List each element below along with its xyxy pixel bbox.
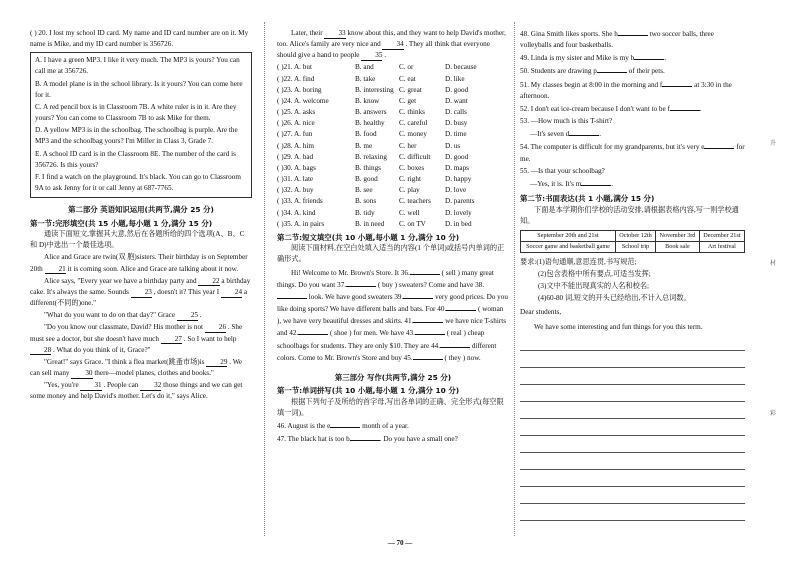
table-cell: Soccer game and basketball game — [521, 241, 616, 252]
choice-number-a: ( )23. A. boring — [277, 85, 322, 94]
requirement: (2)包含表格中所有要点,可适当发挥; — [538, 270, 651, 279]
choice-number-a: ( )27. A. fun — [277, 130, 313, 139]
choice-row — [277, 62, 509, 73]
choice-option: D. good — [445, 85, 469, 94]
choice-option: B. food — [355, 130, 377, 139]
column-divider — [514, 22, 515, 536]
answer-blank[interactable] — [581, 178, 611, 186]
choice-number-a: ( )34. A. kind — [277, 208, 316, 217]
spelling-question: 52. I don't eat ice-cream because I don't want to be f . — [520, 104, 702, 113]
choice-option: B. healthy — [355, 119, 385, 128]
choice-option: C. eat — [399, 74, 416, 83]
choice-number-a: ( )31. A. late — [277, 175, 314, 184]
option-a: A. I have a green MP3. I like it very much. The MP3 is yours? You can call me at 356726. — [35, 56, 240, 76]
choice-option: B. take — [355, 74, 376, 83]
choice-number-a: ( )30. A. bags — [277, 163, 316, 172]
choice-option: D. calls — [445, 108, 467, 117]
choice-option: C. well — [399, 208, 420, 217]
table-cell: School trip — [615, 241, 655, 252]
answer-blank[interactable] — [346, 279, 376, 287]
passage-paragraph: Alice and Grace are twin(双 胞)sisters. Their birthday is on September 20th 21 it is coming soon. Alice and Grace are talking about it now. — [30, 253, 248, 273]
choice-option: C. thinks — [399, 108, 425, 117]
passage-text: we have nice T-shirts and — [277, 317, 507, 338]
choice-option: D. because — [445, 63, 477, 72]
answer-blank[interactable] — [618, 28, 648, 36]
choice-number-a: ( )29. A. bad — [277, 152, 314, 161]
passage-paragraph: "Yes, you're 31 . People can 32 those things and we can get some money and help David's mother. Let's do it," says Alice. — [30, 381, 243, 401]
fill-in-passage — [277, 267, 509, 364]
middle-column — [277, 28, 509, 446]
choice-option: C. great — [399, 85, 422, 94]
choice-option: B. good — [355, 175, 378, 184]
passage-paragraph: "Great!" says Grace. "I think a flea market(跳蚤市场)is 29 . We can sell many 30 there—model planes, clothes and books." — [30, 357, 243, 377]
choice-option: C. teachers — [399, 197, 431, 206]
answer-blank[interactable] — [413, 315, 443, 323]
table-cell: Art festival — [699, 241, 744, 252]
spelling-question: 54. The computer is difficult for my grandparents, but it's very e for me. — [520, 143, 745, 163]
choice-number-a: ( )21. A. but — [277, 63, 312, 72]
answer-blank[interactable] — [277, 291, 307, 299]
choice-option: C. her — [399, 141, 417, 150]
question-47: 47. The black hat is too b . Do you have a small one? — [277, 435, 458, 444]
choice-option: C. get — [399, 96, 417, 105]
blank-number: 39. — [394, 292, 404, 301]
question-20: ( ) 20. I lost my school ID card. My name and ID card number are on it. My name is Mike, and my ID card number is 356726. — [30, 29, 249, 49]
section1-title: 第一节:完形填空(共 15 小题,每小题 1 分,满分 15 分) — [30, 218, 213, 228]
spelling-question: —Yes, it is. It's m . — [530, 179, 614, 188]
choice-row — [277, 219, 509, 230]
answer-blank[interactable] — [569, 128, 599, 136]
choice-option: C. careful — [399, 119, 428, 128]
blank-number: 42. — [289, 329, 299, 338]
table-header-cell: November 3rd — [656, 230, 700, 241]
answer-blank[interactable] — [662, 79, 692, 87]
blank-number: 45. — [403, 353, 413, 362]
section3-title: 第一节:单词拼写(共 10 小题,每小题 1 分,满分 10 分) — [277, 386, 460, 396]
passage-text: ( real ) cheap schoolbags for students. They are only $10. They are — [277, 329, 485, 350]
choice-row — [277, 163, 509, 174]
choice-option: B. answers — [355, 108, 387, 117]
left-column — [30, 28, 252, 403]
choice-option: B. sons — [355, 197, 377, 206]
choice-option: D. in bed — [445, 219, 472, 228]
choice-number-a: ( )28. A. him — [277, 141, 314, 150]
passage-text: very good prices. Do you like doing sports? We have different balls and bats. For — [277, 292, 508, 314]
choice-row — [277, 196, 509, 207]
table-header-row — [521, 230, 745, 241]
section4-title: 第二节:书面表达(共 1 小题,满分 15 分) — [520, 194, 655, 204]
table-header-cell: October 12th — [615, 230, 655, 241]
choice-row — [277, 96, 509, 107]
choice-option: B. in need — [355, 219, 385, 228]
question-46: 46. August is the e month of a year. — [277, 422, 409, 431]
choice-option: D. parents — [445, 197, 475, 206]
choice-option: C. play — [399, 186, 420, 195]
table-row — [521, 241, 745, 252]
spelling-question: —It's seven d . — [530, 130, 602, 139]
answer-blank[interactable] — [446, 303, 476, 311]
choice-option: D. want — [445, 96, 468, 105]
salutation: Dear students, — [520, 307, 562, 316]
choice-option: D. time — [445, 130, 467, 139]
choice-number-a: ( )22. A. find — [277, 74, 315, 83]
margin-mark: 村 — [770, 261, 777, 267]
requirement: (4)60-80 词,短文的开头已经给出,不计入总词数。 — [538, 294, 691, 303]
page-number: — 70 — — [387, 539, 413, 548]
table-header-cell: September 20th and 21st — [521, 230, 616, 241]
requirements-title: 要求:(1)语句通顺,意思连贯,书写规范; — [520, 257, 637, 266]
choice-number-a: ( )32. A. buy — [277, 186, 314, 195]
passage-text: ( sell ) many great things. Do you want — [277, 268, 494, 289]
choice-row — [277, 141, 509, 152]
spelling-question: 49. Linda is my sister and Mike is my b . — [520, 54, 666, 63]
choice-number-a: ( )26. A. nice — [277, 119, 315, 128]
choice-option: C. money — [399, 130, 427, 139]
section1-instructions: 通读下面短文,掌握其大意,然后在各题所给的四个选项(A、B、C 和 D)中选出一个最佳选项。 — [30, 230, 245, 250]
opening-sentence: We have some interesting and fun things for you this term. — [534, 322, 703, 331]
option-c: C. A red pencil box is in Classroom 7B. A white ruler is in it. Are they yours? You can come to Classroom 7B to ask Mike for them. — [35, 102, 237, 123]
answer-blank[interactable] — [410, 267, 440, 275]
passage-text: ( buy ) sweaters? Come and have — [376, 280, 476, 289]
choice-row — [277, 74, 509, 85]
choice-option: B. see — [355, 186, 373, 195]
choice-option: B. tidy — [355, 208, 375, 217]
blank-number: 43. — [405, 329, 415, 338]
choice-list — [277, 62, 509, 229]
spelling-question: 53. —How much is this T-shirt? — [520, 117, 613, 126]
choice-option: B. know — [355, 96, 380, 105]
passage-paragraph: "Do you know our classmate, David? His mother is not 26 . She must see a doctor, but she doesn't have much 27 . So I want to help 28 . What do you think of it, Grace?" — [30, 323, 243, 354]
choice-option: B. interesting — [355, 85, 394, 94]
passage-paragraph: "What do you want to do on that day?" Grace 25 . — [44, 311, 202, 320]
choice-option: D. lovely — [445, 208, 472, 217]
writing-lines[interactable] — [520, 334, 745, 521]
answer-blank[interactable] — [413, 352, 443, 360]
passage-text: ( shoe ) for men. We have — [328, 329, 406, 338]
answer-blank[interactable] — [704, 141, 734, 149]
choice-option: D. like — [445, 74, 465, 83]
table-cell: Book sale — [656, 241, 700, 252]
choice-row — [277, 152, 509, 163]
blank-number: 44. — [431, 341, 441, 350]
choice-option: D. happy — [445, 175, 472, 184]
option-d: D. A yellow MP3 is in the schoolbag. The schoolbag is purple. Are the MP3 and the schoolbag yours? I'm Miller in Class 3, Grade 7. — [35, 126, 238, 146]
choice-row — [277, 174, 509, 185]
choice-option: C. on TV — [399, 219, 426, 228]
choice-number-a: ( )24. A. welcome — [277, 96, 329, 105]
choice-option: C. right — [399, 175, 421, 184]
choice-option: B. and — [355, 63, 374, 72]
part2-title: 第二部分 英语知识运用(共两节,满分 25 分) — [68, 205, 214, 215]
answer-blank[interactable] — [415, 327, 445, 335]
column-divider — [264, 22, 265, 536]
part3-title: 第三部分 写作(共两节,满分 25 分) — [334, 372, 452, 382]
choice-option: D. good — [445, 152, 469, 161]
choice-row — [277, 118, 509, 129]
choice-option: C. boxes — [399, 163, 425, 172]
choice-option: D. maps — [445, 163, 469, 172]
section4-instructions: 下面是本学期你们学校的活动安排,请根据表格内容,写一则学校通知。 — [520, 205, 739, 225]
answer-blank[interactable] — [403, 291, 433, 299]
choice-row — [277, 185, 509, 196]
section3-instructions: 根据下列句子及所给的首字母,写出各单词的正确、完全形式(每空限填一词)。 — [277, 397, 504, 417]
choice-option: D. us — [445, 141, 461, 150]
choice-option: D. busy — [445, 119, 468, 128]
choice-option: D. love — [445, 186, 467, 195]
choice-option: B. me — [355, 141, 373, 150]
choice-option: C. difficult — [399, 152, 431, 161]
choice-option: B. relaxing — [355, 152, 387, 161]
spelling-question: 55. —Is that your schoolbag? — [520, 166, 605, 175]
choice-row — [277, 107, 509, 118]
choice-option: B. things — [355, 163, 381, 172]
blank-number: 40. — [437, 305, 447, 314]
passage-paragraph: Later, their 33 know about this, and they want to help David's mother, too. Alice's family are very nice and 34 . They all think that everyone should give a hand to people 35 . — [277, 29, 506, 60]
option-b: B. A model plane is in the school library. Is it yours? You can come here for it. — [35, 79, 243, 99]
passage-text: ( woman ), we have very beautiful dresses and skirts. — [277, 305, 504, 326]
spelling-question: 51. My classes begin at 8:00 in the morning and f at 3:30 in the afternoon. — [520, 80, 732, 100]
table-header-cell: December 21st — [699, 230, 744, 241]
answer-blank[interactable] — [298, 327, 328, 335]
spelling-questions — [520, 28, 745, 190]
schedule-table — [520, 230, 745, 253]
spelling-question: 48. Gina Smith likes sports. She h two soccer balls, three volleyballs and four basketballs. — [520, 30, 714, 50]
passage-text: look. We have good sweaters — [307, 292, 395, 301]
section2-title: 第二节:短文填空(共 10 小题,每小题 1 分,满分 10 分) — [277, 232, 460, 242]
choice-number-a: ( )33. A. friends — [277, 197, 323, 206]
options-box — [30, 52, 252, 198]
blank-number: 41. — [404, 317, 414, 326]
answer-blank[interactable] — [597, 65, 627, 73]
option-e: E. A school ID card is in the Classroom 8E. The number of the card is 356726. Is this yours? — [35, 149, 236, 169]
margin-mark: 升 — [770, 141, 777, 147]
margin-mark: 彩 — [770, 411, 777, 417]
choice-number-a: ( )35. A. in pairs — [277, 219, 325, 228]
passage-text: ( they ) now. — [442, 353, 481, 362]
choice-number-a: ( )25. A. asks — [277, 108, 316, 117]
passage-text: Hi! Welcome to Mr. Brown's Store. It — [291, 268, 401, 277]
option-f: F. I find a watch on the playground. It's black. You can go to Classroom 9A to ask Jenny for it or call Jenny at 687-7765. — [35, 172, 241, 193]
passage-text: different colors. Come to Mr. Brown's Store and buy — [277, 341, 497, 362]
choice-row — [277, 208, 509, 219]
blank-number: 36. — [400, 268, 410, 277]
answer-blank[interactable] — [634, 52, 664, 60]
answer-blank[interactable] — [440, 340, 470, 348]
right-column — [520, 28, 745, 521]
requirement: (3)文中不能出现真实的人名和校名; — [538, 282, 650, 291]
blank-number: 37. — [337, 280, 347, 289]
section2-instructions: 阅读下面材料,在空白处填入适当的内容(1 个单词)或括号内单词的正确形式。 — [277, 244, 505, 264]
passage-paragraph: Alice says, "Every year we have a birthday party and 22 a birthday cake. It's always the same. Sounds 23 , doesn't it? This year I 24 a different(不同的)one." — [30, 276, 251, 308]
choice-row — [277, 129, 509, 140]
blank-number: 38. — [475, 280, 485, 289]
choice-row — [277, 85, 509, 96]
answer-blank[interactable] — [670, 103, 700, 111]
spelling-question: 50. Students are drawing p of their pets. — [520, 67, 665, 76]
choice-option: C. or — [399, 63, 414, 72]
